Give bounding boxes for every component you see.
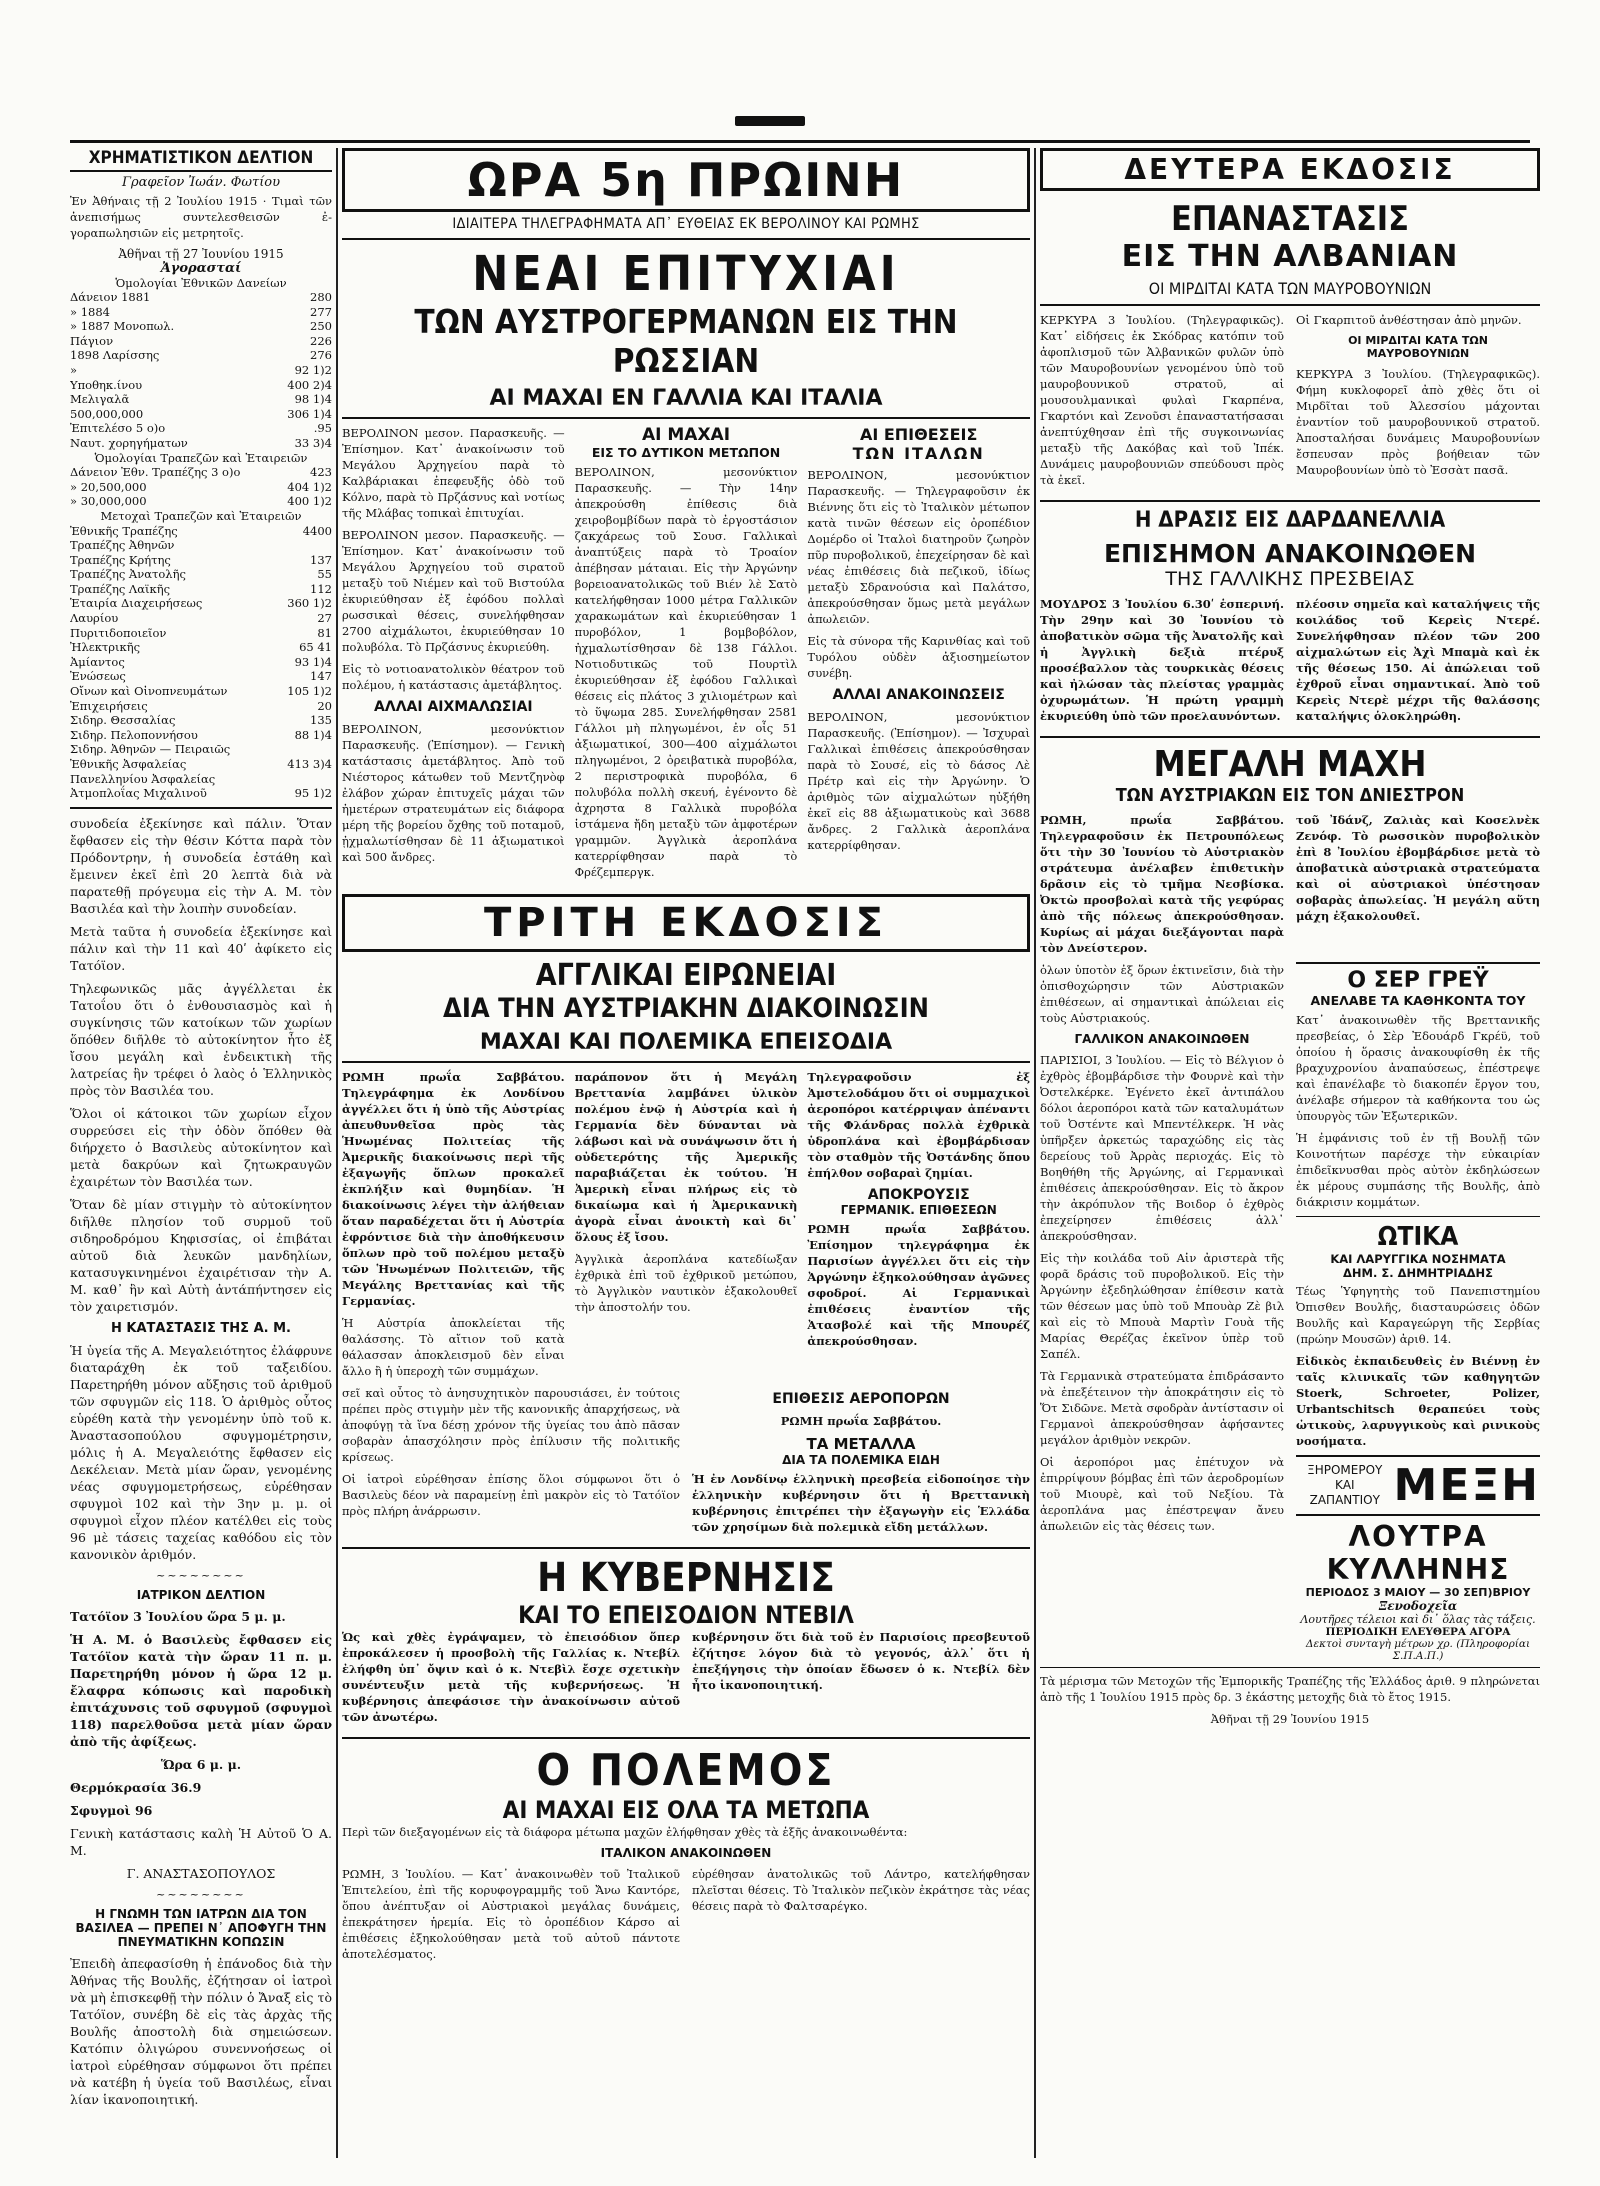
- section-heading: ΑΛΛΑΙ ΑΙΧΜΑΛΩΣΙΑΙ: [374, 699, 533, 715]
- article-paragraph: ΡΩΜΗ, 3 Ἰουλίου. — Κατ᾽ ἀνακοινωθὲν τοῦ Ἰταλικοῦ Ἐπιτελείου, ἐπὶ τῆς κορυφογραμμῆς τοῦ Ἄνω Καντόρε, ὅπου ἀνέπτυξαν οἱ Αὐστριακοὶ μεγάλας δυνάμεις, ἐπεκράτησεν ἡρεμία. Εἰς τὸ ὀροπέδιον Κάρσο αἱ ἐπιθέσεις ἐξηκολούθησαν μετὰ τοῦ αὐτοῦ πάντοτε ἀποτελέσματος.: [342, 1867, 680, 1961]
- stock-office: Γραφεῖον Ἰωάν. Φωτίου: [121, 175, 281, 190]
- section-heading: ΑΙ ΕΠΙΘΕΣΕΙΣ: [859, 425, 978, 444]
- stock-bulletin-title: ΧΡΗΜΑΤΙΣΤΙΚΟΝ ΔΕΛΤΙΟΝ: [70, 148, 332, 172]
- section-heading: Η ΚΑΤΑΣΤΑΣΙΣ ΤΗΣ Α. Μ.: [111, 1320, 291, 1336]
- section-heading: ΙΤΑΛΙΚΟΝ ΑΝΑΚΟΙΝΩΘΕΝ: [600, 1846, 772, 1860]
- column-divider: [1034, 148, 1036, 2158]
- table-row: Ἀμίαντος 93 1)4: [70, 654, 332, 669]
- edition-headline: ΩΡΑ 5η ΠΡΩΙΝΗ: [342, 148, 1030, 212]
- bank-notice: Τὰ μέρισμα τῶν Μετοχῶν τῆς Ἐμπορικῆς Τραπέζης τῆς Ἑλλάδος ἀριθ. 9 πληρώνεται ἀπὸ τῆς 1 Ἰουλίου 1915 πρὸς δρ. 3 ἐκάστης μετοχῆς διὰ τὸ ἔτος 1915.: [1040, 1674, 1540, 1704]
- column-stock-exchange: [70, 148, 332, 2158]
- table-row: Πυριτιδοποιεῖον 81: [70, 625, 332, 640]
- section-subheading: ΔΙΑ ΤΑ ΠΟΛΕΜΙΚΑ ΕΙΔΗ: [782, 1453, 940, 1467]
- article-paragraph: ΚΕΡΚΥΡΑ 3 Ἰουλίου. (Τηλεγραφικῶς). Φήμη κυκλοφορεῖ ἀπὸ χθὲς ὅτι οἱ Μιρδῖται τοῦ Ἀλεσσίου μάχονται ἐναντίον τοῦ μαυροβουνικοῦ στρατοῦ. Ἀποσταλήσαι δυνάμεις Μαυροβουνίων ἔσπευσαν πρὸς βοήθειαν τῶν Μαυροβουνίων ὑπὸ τὸ Ἐσσὰτ πασᾶ.: [1296, 367, 1540, 477]
- stock-market: Ἀγορασταί: [160, 261, 242, 276]
- table-row: Μετοχαὶ Τραπεζῶν καὶ Ἑταιρειῶν: [100, 508, 302, 523]
- section-heading: ΑΠΟΚΡΟΥΣΙΣ: [867, 1187, 970, 1203]
- table-row: Τραπέζης Κρήτης 137: [70, 552, 332, 567]
- subheadline: ΜΑΧΑΙ ΚΑΙ ΠΟΛΕΜΙΚΑ ΕΠΕΙΣΟΔΙΑ: [479, 1030, 893, 1055]
- table-row: » 92 1)2: [70, 362, 332, 377]
- article-paragraph: Ἡ ὑγεία τῆς Α. Μεγαλειότητος ἐλάφρυνε διαταράχθη ἐκ τοῦ ταξειδίου. Παρετηρήθη μόνον αὔξησις τοῦ ἀριθμοῦ τῶν σφυγμῶν εἰς 118. Ὁ ἀριθμὸς οὗτος εὑρέθη κατὰ τὴν γενομένην ὑπὸ τοῦ κ. Ἀναστασοπούλου σφυγμομέτρησιν, μόλις ἡ Α. Μεγαλειότης ἔφθασεν εἰς Δεκέλειαν. Μετὰ μίαν ὥραν, γενομένης νέας σφυγμομετρήσεως, εὑρέθησαν σφυγμοὶ 102 καὶ τὴν 3ην μ. μ. οἱ σφυγμοὶ εἶχον πλέον κατέλθει εἰς τοὺς 96 μὲ τάσεις ταχείας καθόδου εἰς τὸν κανονικὸν ἀριθμόν.: [70, 1342, 332, 1562]
- bulletin-line: Θερμόκρασία 36.9: [70, 1779, 202, 1795]
- ad-text: Λουτῆρες τέλειοι καὶ δι᾽ ὅλας τὰς τάξεις.: [1300, 1613, 1536, 1626]
- news-column: [575, 425, 798, 886]
- table-row: Ἐπιχειρήσεις 20: [70, 698, 332, 713]
- article-paragraph: Εἰς τὸ νοτιοανατολικὸν θέατρον τοῦ πολέμου, ἡ κατάστασις ἀμετάβλητος.: [342, 662, 565, 692]
- article-paragraph: ΒΕΡΟΛΙΝΟΝ μεσον. Παρασκευῆς. — Ἐπίσημον. Κατ᾽ ἀνακοίνωσιν τοῦ Μεγάλου Ἀρχηγείου τοῦ σιρατοῦ μεταξὺ τοῦ Νιέμεν καὶ τοῦ Βιστούλα ἐκυριεύθησαν ἐξ ἐφόδου πολλαὶ ρωσσικαὶ θέσεις, συνελήφθησαν 2700 αἰχμάλωτοι, ἐκυριεύθησαν 10 πολυβόλα. Τὸ Πρζάσνυς ἐκυριεύθη.: [342, 528, 565, 654]
- article-paragraph: ΜΟΥΔΡΟΣ 3 Ἰουλίου 6.30ʹ ἑσπερινή. Τὴν 29ην καὶ 30 Ἰουνίου τὸ ἀποβατικὸν σῶμα τῆς Ἀνατολῆς καὶ ἡ Ἀγγλικὴ δεξιὰ πτέρυξ προσέβαλλον τὰς τουρκικὰς θέσεις καὶ ἠλώσαν τὰς πλείστας γραμμὰς ὀχυρωμάτων. Ἡ πρώτη γραμμὴ ἐκυριεύθη ὑπὸ τῶν προελαυνόντων.: [1040, 597, 1284, 723]
- news-column: [342, 1385, 680, 1541]
- table-row: Ἠλεκτρικῆς 65 41: [70, 640, 332, 655]
- edition-subtitle: ΙΔΙΑΙΤΕΡΑ ΤΗΛΕΓΡΑΦΗΜΑΤΑ ΑΠ᾽ ΕΥΘΕΙΑΣ ΕΚ ΒΕΡΟΛΙΝΟΥ ΚΑΙ ΡΩΜΗΣ: [452, 216, 920, 232]
- table-row: Πάγιον 226: [70, 333, 332, 348]
- table-row: Τραπέζης Λαϊκῆς 112: [70, 581, 332, 596]
- divider: [1040, 500, 1540, 502]
- news-column: [575, 1069, 798, 1385]
- headline: ΑΓΓΛΙΚΑΙ ΕΙΡΩΝΕΙΑΙ: [535, 958, 837, 993]
- article-paragraph: Ἀγγλικὰ ἀεροπλάνα κατεδίωξαν ἐχθρικὰ ἐπὶ τοῦ ἐχθρικοῦ μετώπου, τὸ Ἀγγλικὸν ναυτικὸν ἐξακολουθεῖ τὴν ἀποστολήν του.: [574, 1252, 798, 1314]
- ad-subheading: ΚΑΙ ΛΑΡΥΓΓΙΚΑ ΝΟΣΗΜΑΤΑ: [1330, 1252, 1506, 1266]
- table-row: » 1887 Μονοπωλ. 250: [70, 319, 332, 334]
- table-row: Ἐθνικῆς Τραπέζης 4400: [70, 523, 332, 538]
- table-row: Πανελληνίου Ἀσφαλείας: [70, 771, 216, 786]
- news-column: [1296, 596, 1540, 730]
- ad-period: ΠΕΡΙΟΔΟΣ 3 ΜΑΙΟΥ — 30 ΣΕΠ)ΒΡΙΟΥ: [1305, 1586, 1531, 1599]
- stock-date: Ἀθῆναι τῇ 27 Ἰουνίου 1915: [118, 247, 284, 261]
- article-paragraph: Εἰς τὴν κοιλάδα τοῦ Αἰν ἀριστερὰ τῆς φορᾶ δράσις τοῦ πυροβολικοῦ. Εἰς τὴν Ἀργώνην ἐξεδηλώθησαν ἐπίθεσιν κατὰ τῶν θέσεων μας ὑπὸ τοῦ Μπουὰρ Ζὲ βιλ καὶ εἰς τὸ Μπουὰ Μαρτὶν Γουὰ τῆς Μαρίας Θερέζας ἐκεῖνον ὑπὲρ τοῦ Σαπέλ.: [1040, 1251, 1284, 1361]
- ad-text: ΠΕΡΙΟΔΙΚΗ ΕΛΕΥΘΕΡΑ ΑΓΟΡΑ: [1325, 1626, 1511, 1638]
- stock-table: [70, 290, 332, 801]
- divider: [342, 1547, 1030, 1549]
- table-row: Ἐθνικῆς Ἀσφαλείας 413 3)4: [70, 757, 332, 771]
- headline: ΕΠΙΣΗΜΟΝ ΑΝΑΚΟΙΝΩΘΕΝ: [1103, 539, 1477, 568]
- bulletin-line: Γενικὴ κατάστασις καλὴ Ἡ Αὐτοῦ Ὁ Α. Μ.: [70, 1825, 332, 1858]
- article-paragraph: Ἡ ἐμφάνισις τοῦ ἐν τῇ Βουλῇ τῶν Κοινοτήτων παρέσχε τὴν εὐκαιρίαν ἐπιδεῖκνυσθαι πρὸς αὐτὸν ἐκδηλώσεων ἐκ μέρους συμπάσης τῆς Βουλῆς, ἀπὸ διάκρισιν κομμάτων.: [1296, 1131, 1540, 1209]
- table-row: Τραπέζης Ἀθηνῶν: [70, 538, 175, 553]
- wine-ad-regions: ΞΗΡΟΜΕΡΟΥ ΚΑΙ ΖΑΠΑΝΤΙΟΥ: [1307, 1463, 1383, 1507]
- news-column: [1040, 812, 1284, 962]
- divider-ornament: ~~~~~~~~: [156, 1568, 246, 1582]
- article-paragraph: ΒΕΡΟΛΙΝΟΝ, μεσονύκτιον Παρασκευῆς. (Ἐπίσημον). — Γενικὴ κατάστασις ἀμετάβλητος. Ἀπὸ τοῦ Νιέστορος κάτωθεν τοῦ Μεντζηνὸφ ἐλάβον χώραν ἐπιτυχεῖς μάχαι τῶν ἡμετέρων στρατευμάτων εἰς διάφορα μέρη τῆς βορείου ὄχθης τοῦ ποταμοῦ, ᾐχμαλωτίσθησαν δὲ 11 ἀξιωματικοὶ καὶ 500 ἄνδρες.: [342, 722, 565, 864]
- divider-ornament: ~~~~~~~~: [156, 1887, 246, 1901]
- bulletin-signature: Γ. ΑΝΑΣΤΑΣΟΠΟΥΛΟΣ: [126, 1865, 276, 1881]
- ad-doctor-name: ΔΗΜ. Σ. ΔΗΜΗΤΡΙΑΔΗΣ: [1343, 1266, 1493, 1280]
- table-row: 1898 Λαρίσσης 276: [70, 348, 332, 363]
- headline: ΜΕΓΑΛΗ ΜΑΧΗ: [1153, 744, 1427, 785]
- article-paragraph: Περὶ τῶν διεξαγομένων εἰς τὰ διάφορα μέτωπα μαχῶν ἐλήφθησαν χθὲς τὰ ἑξῆς ἀνακοινωθέντα:: [342, 1825, 908, 1839]
- section-heading: Ο ΣΕΡ ΓΡΕΫ: [1296, 962, 1540, 993]
- section-subheading: ΓΕΡΜΑΝΙΚ. ΕΠΙΘΕΣΕΩΝ: [840, 1203, 997, 1217]
- article-paragraph: ΒΕΡΟΛΙΝΟΝ μεσον. Παρασκευῆς. — Ἐπίσημον. Κατ᾽ ἀνακοίνωσιν τοῦ Μεγάλου Ἀρχηγείου παρὰ τὸ Καλβάριακαι ἐπεφευξῆς ὁδὸ τοῦ Κόλνο, παρὰ τὸ Πρζάσνυς καὶ νοτίως τῆς Μλάβας τοπικαὶ ἐπιτυχίαι.: [342, 426, 565, 520]
- column-divider: [336, 148, 338, 2158]
- table-row: Τραπέζης Ἀνατολῆς 55: [70, 567, 332, 582]
- column-main-news: [342, 148, 1030, 2158]
- article-paragraph: ΒΕΡΟΛΙΝΟΝ, μεσονύκτιον Παρασκευῆς. (Ἐπίσημον). — Ἰσχυραὶ Γαλλικαὶ ἐπιθέσεις ἀπεκρούσθησαν παρὰ τὸ Σουσέ, εἰς τὸ δάσος Λὲ Πρέτρ καὶ εἰς τὴν Ἀργώνην. Ὁ ἀριθμὸς τῶν αἰχμαλώτων ηὐξήθη ἐκεῖ εἰς 88 ἀξιωματικοὺς καὶ 3688 ἄνδρες. 2 Γαλλικὰ ἀεροπλάνα κατερρίφθησαν.: [807, 710, 1030, 852]
- wine-ad: [1296, 1455, 1540, 1516]
- ad-text: Τέως Ὑφηγητὴς τοῦ Πανεπιστημίου Ὀπισθεν Βουλῆς, διασταυρώσεις ὁδῶν Βουλῆς καὶ Καραγεώργη τῆς Σερβίας (πρώην Μουσῶν) ἀριθ. 14.: [1296, 1284, 1540, 1346]
- article-paragraph: ὁλων ὑποτὸν ἐξ ὅρων ἐκτινεῖσιν, διὰ τὴν ὁπισθοχώρησιν τῶν Αὐστριακῶν ἐπιθέσεων, αἱ σημαντικαὶ ἀπώλειαι εἰς τοὺς Αὐστριακούς.: [1040, 963, 1284, 1025]
- news-column: [1296, 962, 1540, 1662]
- news-column: [692, 1385, 1030, 1541]
- stock-intro: Ἐν Ἀθήναις τῇ 2 Ἰουλίου 1915 · Τιμαὶ τῶν ἀνεπισήμως συντελεσθεισῶν ἐ-γοραπωλησιῶν εἰς μετρητοῖς.: [70, 194, 332, 240]
- ad-text: Ξενοδοχεῖα: [1378, 1599, 1458, 1613]
- article-paragraph: ΚΕΡΚΥΡΑ 3 Ἰουλίου. (Τηλεγραφικῶς). Κατ᾽ εἰδήσεις ἐκ Σκόδρας κατόπιν τοῦ ἀφοπλισμοῦ τῶν Ἀλβανικῶν φυλῶν ὑπὸ τῶν Μαυροβουνίων γενομένου ὑπὸ τοῦ μαυροβουνικοῦ στρατοῦ, αἱ μουσουλμανικαὶ φυλαὶ Γκαρπένα, Γκαρτόνι καὶ Ζενοῦσι ἐπαναστατήσασαι ἀνεπτύχθησαν ἐπὶ τῆς συγκοινωνίας μεταξὺ τῆς Δακόβας καὶ τοῦ Ἰπέκ. Δυνάμεις μαυροβουνιῶν σπεύδουσι πρὸς τὰ ἐκεῖ.: [1040, 313, 1284, 487]
- section-heading: ΙΑΤΡΙΚΟΝ ΔΕΛΤΙΟΝ: [136, 1587, 266, 1602]
- bank-notice-date: Ἀθῆναι τῇ 29 Ἰουνίου 1915: [1210, 1712, 1370, 1726]
- table-row: Σιδηρ. Ἀθηνῶν — Πειραιῶς: [70, 742, 231, 757]
- article-paragraph: ΒΕΡΟΛΙΝΟΝ, μεσονύκτιον Παρασκευῆς. — Τηλεγραφοῦσιν ἐκ Βιέννης ὅτι εἰς τὸ Ἰταλικὸν μέτωπον κατὰ τινῶν θέσεων εἰς ὀροπέδιον Δομέρδο οἱ Ἰταλοὶ διατηροῦν ζωηρὸν πῦρ πυροβολικοῦ, ἐπεχείρησαν δὲ καὶ νέας ἐπιθέσεις διὰ πεζικοῦ, ἰδίως μεταξὺ Σδρανούσια καὶ Παλάτσο, ἀπεκρούσθησαν ὅμως μετὰ μεγάλων ἀπωλειῶν.: [807, 468, 1030, 626]
- news-columns: [342, 1866, 1030, 1968]
- section-heading: ΟΙ ΜΙΡΔΙΤΑΙ ΚΑΤΑ ΤΩΝ ΜΑΥΡΟΒΟΥΝΙΩΝ: [1348, 334, 1488, 360]
- article-paragraph: ΠΑΡΙΣΙΟΙ, 3 Ἰουλίου. — Εἰς τὸ Βέλγιον ὁ ἐχθρὸς ἐβομβάρδισε τὴν Φουρνὲ καὶ τὴν Ὀστελκέρκε. Ἐγένετο ἐκεῖ ἀντιπάλου δόλοι ἀεροπόροι κατὰ τῶν καταλυμάτων τοῦ Ὀστέντε καὶ Μπεντέλκερκ. Ἡ νὰς ὑπῆρξεν ἀρκετώς ταραχώδης εἰς τὰς δερείους τοῦ Ἀρρὰς περιοχάς. Εἰς τὸ Βοηθήθη τῆς Ἀργώνης, αἱ Γερμανικαὶ ἐπιθέσεις ἀπεκρούσθησαν. Εἰς τὸ ἄκρον τὴν ἀκρόπυλον τῆς Βοιδορ ὁ ἐχθρὸς ἐπεχείρησεν ἐπιθέσεις ἀλλ᾽ ἀπεκρούσθησαν.: [1040, 1053, 1284, 1243]
- article-paragraph: παράπονον ὅτι ἡ Μεγάλη Βρεττανία λαμβάνει ὑλικὸν πολέμου ἐνῷ ἡ Αὐστρία καὶ ἡ Γερμανία δὲν δύνανται νὰ λάβωσι καὶ νὰ συνάψωσιν ὅτι ἡ οὐδετερότης τῆς Ἀμερικῆς παραβιάζεται ἐκ τούτου. Ἡ Ἀμερικὴ εἶναι πλήρως εἰς τὸ δικαίωμα καὶ ἡ Ἀμερικανικὴ ἀγορὰ εἶναι ἀνοικτὴ καὶ δι᾽ ὅλους ἐξ ἴσου.: [574, 1070, 798, 1244]
- article-paragraph: Ὅλοι οἱ κάτοικοι τῶν χωρίων εἶχον συρρεύσει εἰς τὴν ὁδὸν ὅπόθεν θὰ διήρχετο ὁ Βασιλεὺς αὐτοκίνητον καὶ μετὰ δακρύων καὶ ζητωκραυγῶν ἐχαιρέτων τὸν Βασιλέα των.: [70, 1105, 332, 1189]
- table-row: Σιδηρ. Πελοποννήσου 88 1)4: [70, 727, 332, 742]
- table-row: Οἴνων καὶ Οἰνοπνευμάτων 105 1)2: [70, 684, 332, 699]
- table-row: Ἑταιρία Διαχειρήσεως 360 1)2: [70, 596, 332, 611]
- table-row: Δάνειον 1881 280: [70, 290, 332, 304]
- article-paragraph: Τηλεφωνικῶς μᾶς ἀγγέλλεται ἐκ Τατοΐου ὅτι ὁ ἐνθουσιασμὸς καὶ ἡ συγκίνησις τῶν κατοίκων τῶν χωρίων ὅπόθεν διῆλθε τὸ αὐτοκίνητον ἦτο ἐξ ἴσου μεγάλη καὶ ἐνδεικτικὴ τῆς λατρείας ἣν τρέφει ὁ λαὸς ὁ Ἑλληνικὸς πρὸς τὸν Βασιλέα του.: [70, 980, 332, 1098]
- article-paragraph: κυβέρνησιν ὅτι διὰ τοῦ ἐν Παρισίοις πρεσβευτοῦ ἐζήτησε λόγον διὰ τὸ γεγονός, ἀλλ᾽ ὅτι ἡ ἐπεξήγησις τὴν ὁποίαν ἔδωσεν ὁ κ. Ντεβίλ δὲν ἦτο ἱκανοποιητική.: [692, 1630, 1030, 1692]
- table-row: Ὁμολογίαι Τραπεζῶν καὶ Ἑταιρειῶν: [94, 450, 308, 465]
- news-columns: [1040, 596, 1540, 730]
- news-column: [342, 1069, 565, 1385]
- divider: [1040, 304, 1540, 306]
- bulletin-line: Ὥρα 6 μ. μ.: [160, 1756, 242, 1772]
- news-column: [1040, 962, 1284, 1662]
- article-paragraph: Ἡ Α. Μ. ὁ Βασιλεὺς ἔφθασεν εἰς Τατόϊον κατὰ τὴν ὥραν 11 π. μ. Παρετηρήθη μόνον ἡ ὥρα 12 μ. ἔλαφρα κόπωσις καὶ παροδικὴ ἐπιτάχυνσις τοῦ σφυγμοῦ (σφυγμοὶ 118) παρελθοῦσα μετὰ μίαν ὥραν ἀπὸ τῆς ἀφίξεως.: [70, 1631, 332, 1749]
- table-row: » 1884 277: [70, 304, 332, 319]
- table-row: Υποθηκ.ίνου 400 2)4: [70, 377, 332, 392]
- section-heading: ΑΛΛΑΙ ΑΝΑΚΟΙΝΩΣΕΙΣ: [832, 687, 1005, 703]
- article-paragraph: ΒΕΡΟΛΙΝΟΝ, μεσονύκτιον Παρασκευῆς. — Τὴν 14ην ἀπεκρούσθη ἐπίθεσις διὰ χειροβομβίδων παρὰ τὸ ἐργοστάσιον ζακχάρεως τοῦ Σουσ. Γαλλικαὶ ἀναπτύξεις παρὰ τὸ Τροαίον ἀπέβησαν μάταιαι. Εἰς τὴν Ἀργώνην βορειοανατολικῶς τοῦ Βιέν λὲ Σατὸ κατελήφθησαν 1000 μέτρα Γαλλικῶν χαρακωμάτων καὶ ἐκυριεύθησαν 1 πυροβόλον, 1 βομβοβόλον, ἠχμαλωτίσθησαν δὲ 138 Γάλλοι. Νοτιοδυτικῶς τοῦ Πουρτὶλ ἐκυριεύθησαν ἐξ ἐφόδου Γαλλικαὶ θέσεις εἰς πλάτος 3 χιλιομέτρων καὶ τὸ ὕψωμα 285. Συνελήφθησαν 2581 Γάλλοι μὴ πληγωμένοι, ἐν οἷς 51 ἀξιωματικοί, 300—400 αἰχμάλωτοι πληγωμένοι, 2 ὀρειβατικὰ πυροβόλα, 2 περιστροφικὰ πυροβόλα, 6 πολυβόλα πολλὴ σκευή, ἐγένοντο δὲ ἀχρηστα 8 Γαλλικὰ πυροβόλα ἱστάμενα ἤδη μεταξὺ τῶν ἀμφοτέρων γραμμῶν. Ἀγγλικὰ ἀεροπλάνα κατερρίφθησαν παρὰ τὸ Φρέζεμπεργκ.: [574, 465, 798, 879]
- divider: [70, 807, 332, 809]
- table-row: Ναυτ. χορηγήματων 33 3)4: [70, 435, 332, 450]
- headline: ΤΩΝ ΑΥΣΤΡΟΓΕΡΜΑΝΩΝ ΕΙΣ ΤΗΝ ΡΩΣΣΙΑΝ: [414, 302, 958, 380]
- divider: [1040, 736, 1540, 738]
- section-subheading: ΑΝΕΛΑΒΕ ΤΑ ΚΑΘΗΚΟΝΤΑ ΤΟΥ: [1310, 993, 1526, 1008]
- table-row: Λαυρίου 27: [70, 611, 332, 626]
- article-paragraph: Ὅταν δὲ μίαν στιγμὴν τὸ αὐτοκίνητον διῆλθε πλησίον τοῦ συρμοῦ τοῦ σιδηροδρόμου Κηφισσίας, οἱ ἐπιβάται αὐτοῦ διὰ λευκῶν μανδηλίων, κατασυγκινημένοι ἐχαιρέτισαν τὴν Α. Μ. καθ᾽ ἣν καὶ Αὐτὴ ἀντάπήντησεν εἰς τὸν χαιρετισμόν.: [70, 1196, 332, 1314]
- table-row: 500,000,000 306 1)4: [70, 406, 332, 421]
- edition-headline: ΤΡΙΤΗ ΕΚΔΟΣΙΣ: [342, 894, 1030, 952]
- article-paragraph: εὑρέθησαν ἀνατολικῶς τοῦ Λάντρο, κατελήφθησαν πλεῖσται θέσεις. Τὸ Ἰταλικὸν πεζικὸν ἐκράτησε τὰς νέας θέσεις παρὰ τὸ Φαλτσαρέγκο.: [692, 1867, 1030, 1913]
- article-paragraph: Κατ᾽ ἀνακοινωθὲν τῆς Βρεττανικῆς πρεσβείας, ὁ Σὲρ Ἐδουάρδ Γκρέϋ, τοῦ ὁποίου ἡ ὅρασις ἀνακουφίσθη ἐκ τῆς βραχυχρονίου ἀναπαύσεως, ἐπέστρεψε καὶ ἐπανέλαβε τὸ διακοπέν ἔργον του, ἀνέλαβε σήμερον τὰ καθήκοντα του ὡς ὑπουργὸς τῶν Ἐξωτερικῶν.: [1296, 1013, 1540, 1123]
- news-columns: [1040, 962, 1540, 1662]
- divider: [342, 238, 1030, 240]
- headline: Η ΚΥΒΕΡΝΗΣΙΣ: [537, 1555, 835, 1601]
- news-column: [342, 1629, 680, 1731]
- article-paragraph: Ἡ ἐν Λονδίνῳ ἑλληνικὴ πρεσβεία εἰδοποίησε τὴν ἑλληνικὴν κυβέρνησιν ὅτι ἡ Βρεττανικὴ κυβέρνησις ἐπιτρέπει τὴν ἐξαγωγὴν εἰς Ἑλλάδα τῶν χρησίμων διὰ πολεμικὰ εἴδη μετάλλων.: [692, 1472, 1030, 1534]
- news-columns: [342, 1069, 1030, 1385]
- table-row: » 20,500,000 404 1)2: [70, 479, 332, 494]
- edition-headline: ΔΕΥΤΕΡΑ ΕΚΔΟΣΙΣ: [1040, 148, 1540, 191]
- article-paragraph: συνοδεία ἐξεκίνησε καὶ πάλιν. Ὅταν ἔφθασεν εἰς τὴν θέσιν Κόττα παρὰ τὸν Πρόδοντρην, ἡ συνοδεία ἐστάθη καὶ ἔμεινεν ἐκεῖ ἐπὶ 20 λεπτὰ διὰ νὰ παρατεθῇ πρόγευμα εἰς τὴν Α. Μ. τὸν Βασιλέα καὶ τὴν λοιπὴν συνοδείαν.: [70, 815, 332, 916]
- news-column: [807, 1069, 1030, 1385]
- article-paragraph: Οἱ Γκαρπιτοῦ ἀνθέστησαν ἀπὸ μηνῶν.: [1296, 313, 1522, 327]
- ad-heading: ΚΥΛΛΗΝΗΣ: [1326, 1553, 1510, 1586]
- wine-ad-brand: ΜΕΞΗ: [1393, 1460, 1540, 1511]
- news-column: [1296, 812, 1540, 962]
- table-row: Ἐνώσεως 147: [70, 669, 332, 684]
- article-paragraph: Μετὰ ταῦτα ἡ συνοδεία ἐξεκίνησε καὶ πάλιν καὶ τὴν 11 καὶ 40ʹ ἀφίκετο εἰς Τατόϊον.: [70, 923, 332, 973]
- dateline: ΡΩΜΗ πρωΐα Σαββάτου.: [780, 1414, 942, 1428]
- article-paragraph: ΡΩΜΗ, πρωΐα Σαββάτου. Τηλεγραφοῦσιν ἐκ Πετρουπόλεως ὅτι τὴν 30 Ἰουνίου τὸ Αὐστριακὸν στράτευμα ἀνέλαβεν ἐπιθετικὴν δρᾶσιν εἰς τὸ τμῆμα Νεσβίσκα. Ὀκτὼ προσβολαὶ κατὰ τῆς γεφύρας ἀπὸ τῆς πόλεως ἀπεκρούσθησαν. Κυρίως αἱ μάχαι διεξάγονται παρὰ τὸν Δνείστερον.: [1040, 813, 1284, 955]
- article-paragraph: Τατόϊον 3 Ἰουλίου ὥρα 5 μ. μ.: [70, 1608, 286, 1624]
- section-heading: ΕΠΙΘΕΣΙΣ ΑΕΡΟΠΟΡΩΝ: [772, 1391, 950, 1407]
- subheadline: ΚΑΙ ΤΟ ΕΠΕΙΣΟΔΙΟΝ ΝΤΕΒΙΛ: [518, 1601, 854, 1629]
- divider: [342, 417, 1030, 419]
- headline: ΔΙΑ ΤΗΝ ΑΥΣΤΡΙΑΚΗΝ ΔΙΑΚΟΙΝΩΣΙΝ: [443, 993, 929, 1024]
- news-columns: [1040, 812, 1540, 962]
- table-row: Σιδηρ. Θεσσαλίας 135: [70, 713, 332, 728]
- news-column: [342, 1866, 680, 1968]
- article-paragraph: Τὰ Γερμανικὰ στρατεύματα ἐπιδράσαντο νὰ ἐπεξέτεινον τὴν ἀποκράτησιν εἰς τὸ Ὅτ Σιδῶνε. Μετὰ σφοδρὰν ἀντίστασιν οἱ Γερμανοὶ ἀπεκρούσθησαν ἀφήσαντες μεγάλον ἀριθμὸν νεκρῶν.: [1040, 1369, 1284, 1447]
- divider: [342, 1737, 1030, 1739]
- section-subheading: ΤΩΝ ΙΤΑΛΩΝ: [852, 444, 985, 463]
- headline: Η ΔΡΑΣΙΣ ΕΙΣ ΔΑΡΔΑΝΕΛΛΙΑ: [1134, 508, 1446, 533]
- article-paragraph: Ἐπειδὴ ἀπεφασίσθη ἡ ἐπάνοδος διὰ τὴν Ἀθήνας τῆς Βουλῆς, ἐζήτησαν οἱ ἰατροὶ νὰ μὴ ἐπισκεφθῇ τὴν πόλιν ὁ Ἄναξ εἰς τὸ Τατόϊον, συνέβη δὲ εἰς τὰς ἀρχὰς τῆς Βουλῆς ἀποστολὴ διὰ σημειώσεων. Κατόπιν ὀλιγώρου συνεννοήσεως οἱ ἰατροὶ εὑρέθησαν σύμφωνοι ὅτι πρέπει νὰ κατέβη ἡ ὑγεία τοῦ Βασιλέως, εἶναι λίαν ἱκανοποιητική.: [70, 1955, 332, 2107]
- subheadline: ΑΙ ΜΑΧΑΙ ΕΝ ΓΑΛΛΙΑ ΚΑΙ ΙΤΑΛΙΑ: [489, 386, 883, 411]
- subheadline: ΑΙ ΜΑΧΑΙ ΕΙΣ ΟΛΑ ΤΑ ΜΕΤΩΠΑ: [502, 1796, 870, 1824]
- section-heading: Η ΓΝΩΜΗ ΤΩΝ ΙΑΤΡΩΝ ΔΙΑ ΤΟΝ ΒΑΣΙΛΕΑ — ΠΡΕΠΕΙ Ν᾽ ΑΠΟΦΥΓΗ ΤΗΝ ΠΝΕΥΜΑΤΙΚΗΝ ΚΟΠΩΣΙΝ: [75, 1906, 327, 1949]
- ad-text: Εἰδικὸς ἐκπαιδευθεὶς ἐν Βιέννῃ ἐν ταῖς κλινικαῖς τῶν καθηγητῶν Stoerk, Schroeter, Polizer, Urbantschitsch θεραπεύει τοὺς ὠτικοὺς, λαρυγγικοὺς καὶ ρινικοὺς νοσήματα.: [1296, 1354, 1540, 1448]
- article-paragraph: ΡΩΜΗ πρωΐα Σαββάτου. Τηλεγράφημα ἐκ Λονδίνου ἀγγέλλει ὅτι ἡ ὑπὸ τῆς Αὐστρίας ἀπευθυνθεῖσα πρὸς τὰς Ἡνωμένας Πολιτείας τῆς Ἀμερικῆς διακοίνωσις περὶ τῆς ἐξαγωγῆς ὅπλων προκαλεῖ ἐκπλήξιν καὶ θυμηδίαν. Ἡ διακοίνωσις λέγει τὴν ἀλήθειαν ὅταν παραδέχεται ὅτι ἡ Αὐστρία ἐφρόντισε διὰ τὴν ἀποθήκευσιν ὅπλων πρὸ τοῦ πολέμου μεταξὺ τῶν Ἡνωμένων Πολιτειῶν, τῆς Μεγάλης Βρεττανίας καὶ τῆς Γερμανίας.: [342, 1070, 565, 1308]
- stock-loans-head: Ὁμολογίαι Ἐθνικῶν Δανείων: [115, 276, 287, 290]
- table-row: » 30,000,000 400 1)2: [70, 494, 332, 509]
- headline: Ο ΠΟΛΕΜΟΣ: [536, 1745, 836, 1796]
- news-columns: [1040, 312, 1540, 494]
- news-column: [692, 1866, 1030, 1968]
- ad-heading: ΩΤΙΚΑ: [1377, 1222, 1459, 1252]
- news-column: [1040, 312, 1284, 494]
- article-paragraph: ΡΩΜΗ πρωΐα Σαββάτου. Ἐπίσημον τηλεγράφημα ἐκ Παρισίων ἀγγέλλει ὅτι εἰς τὴν Ἀργώνην ἐξηκολούθησαν ἀγῶνες σφοδροί. Αἱ Γερμανικαὶ ἐπιθέσεις ἐναντίον τῆς Ἀτασβολέ καὶ τῆς Μπουρέζ ἀπεκρούσθησαν.: [807, 1222, 1030, 1348]
- table-row: Δάνειον Ἐθν. Τραπέζης 3 ο)ο 423: [70, 465, 332, 480]
- divider: [1296, 1216, 1540, 1217]
- section-subheading: ΕΙΣ ΤΟ ΔΥΤΙΚΟΝ ΜΕΤΩΠΟΝ: [591, 445, 781, 460]
- table-row: Ἐπιτελέσο 5 ο)ο .95: [70, 421, 332, 436]
- news-column: [1040, 596, 1284, 730]
- column-second-edition: [1040, 148, 1540, 2158]
- news-column: [692, 1629, 1030, 1731]
- article-paragraph: τοῦ Ἰδάνζ, Ζαλιὰς καὶ Κοσελνὲκ Ζενόφ. Τὸ ρωσσικὸν πυροβολικὸν ἐπὶ 8 Ἰουλίου ἐβομβάρδισε μετὰ τὸ ἀποβατικὰ αὐστριακὰ στρατεύματα καὶ οἱ αὐστριακοὶ ὑπέστησαν σοβαρὰς ἀπωλείας. Ἡ μεγάλη αὕτη μάχη ἐξακολουθεῖ.: [1296, 813, 1540, 923]
- ad-heading: ΛΟΥΤΡΑ: [1348, 1520, 1488, 1553]
- news-column: [342, 425, 565, 886]
- news-columns: [342, 1385, 1030, 1541]
- section-heading: ΑΙ ΜΑΧΑΙ: [641, 425, 731, 445]
- article-paragraph: Ὡς καὶ χθὲς ἐγράψαμεν, τὸ ἐπεισόδιον ὅπερ ἐπροκάλεσεν ἡ προσβολὴ τῆς Γαλλίας κ. Ντεβίλ ἐλήφθη ὑπ᾽ ὄψιν καὶ ὁ κ. Ντεβὶλ ἔσχε σχετικὴν συνέντευξιν μετὰ τῆς κυβερνήσεως. Ἡ κυβέρνησις ἀπεφάσισε τὴν ἀνακοίνωσιν αὐτοῦ τῶν ἀνωτέρω.: [342, 1630, 680, 1724]
- bulletin-line: Σφυγμοὶ 96: [70, 1802, 153, 1818]
- article-paragraph: Ἡ Αὐστρία ἀποκλείεται τῆς θαλάσσης. Τὸ αἴτιον τοῦ κατὰ θάλασσαν ἀποκλεισμοῦ δὲν εἶναι ἄλλο ἢ ἡ ὑπεροχὴ τῶν συμμάχων.: [342, 1316, 565, 1378]
- article-paragraph: Οἱ ἰατροὶ εὑρέθησαν ἐπίσης ὅλοι σύμφωνοι ὅτι ὁ Βασιλεὺς δέον νὰ παραμείνῃ ἐπὶ μακρὸν εἰς τὸ Τατόϊον πρὸς πλήρη ἀνάρρωσιν.: [342, 1472, 680, 1518]
- top-rule: [70, 140, 1530, 143]
- table-row: Ἀτμοπλοΐας Μιχαλινοῦ 95 1)2: [70, 786, 332, 801]
- article-paragraph: Τηλεγραφοῦσιν ἐξ Ἀμστελοδάμου ὅτι οἱ συμμαχικοὶ ἀεροπόροι κατέρριψαν ἀπέναντι τῆς Φλάνδρας πολλὰ ἐχθρικὰ ὑδροπλάνα καὶ ἐβομβάρδισαν τὸν σταθμὸν τῆς Ὀστάνδης ὅπου ἐπήλθον σοβαραὶ ζημίαι.: [807, 1070, 1030, 1180]
- ad-text: Δεκτοὶ συνταγὴ μέτρων χρ. (Πληροφορίαι Σ.Π.Α.Π.): [1305, 1638, 1531, 1662]
- subheadline: ΤΗΣ ΓΑΛΛΙΚΗΣ ΠΡΕΣΒΕΙΑΣ: [1165, 568, 1415, 590]
- headline: ΝΕΑΙ ΕΠΙΤΥΧΙΑΙ: [472, 246, 900, 302]
- article-paragraph: σεῖ καὶ οὗτος τὸ ἀνησυχητικὸν παρουσιάσει, ἐν τούτοις πρέπει πρὸς στιγμὴν μὲν τῆς κανονικῆς ἀπαρχήσεως, νὰ ἀποφύγῃ τὰ ἵνα δέσῃ χρόνον τῆς ὑγείας του ἀπὸ πᾶσαν σοβαρὰν ἀπασχόλησιν πρὸς ἐπίλυσιν τῆς πολιτικῆς κρίσεως.: [342, 1386, 680, 1464]
- news-column: [1296, 312, 1540, 494]
- headline: ΕΙΣ ΤΗΝ ΑΛΒΑΝΙΑΝ: [1121, 239, 1459, 274]
- news-columns: [342, 425, 1030, 886]
- news-column: [807, 425, 1030, 886]
- article-paragraph: πλέοσιν σημεῖα καὶ καταλήψεις τῆς κοιλάδος τοῦ Κερεὶς Ντερέ. Συνελήφθησαν πλέον τῶν 200 αἰχμαλώτων εἰς Ἀχὶ Μπαμὰ καὶ ἐκ τῆς θέσεως 150. Αἱ ἀπώλειαι τοῦ ἐχθροῦ εἶναι σημαντικαί. Ἀπὸ τοῦ Κερεὶς Ντερὲ μέχρι τῆς θαλάσσης καταλήψις ὁλοκληρώθη.: [1296, 597, 1540, 723]
- article-paragraph: Οἱ ἀεροπόροι μας ἐπέτυχον νὰ ἐπιρρίψουν βόμβας ἐπὶ τῶν ἀεροδρομίων τοῦ Μιουρὲ, καὶ τοῦ Νεξίου. Τὰ ἀεροπλάνα μας ἐπέστρεψαν ἄνευ ἀπωλειῶν εἰς τὰς θέσεις των.: [1040, 1455, 1284, 1533]
- subheadline: ΤΩΝ ΑΥΣΤΡΙΑΚΩΝ ΕΙΣ ΤΟΝ ΔΝΙΕΣΤΡΟΝ: [1115, 785, 1465, 806]
- section-heading: ΓΑΛΛΙΚΟΝ ΑΝΑΚΟΙΝΩΘΕΝ: [1074, 1032, 1250, 1046]
- subheadline: ΟΙ ΜΙΡΔΙΤΑΙ ΚΑΤΑ ΤΩΝ ΜΑΥΡΟΒΟΥΝΙΩΝ: [1148, 279, 1432, 298]
- divider: [342, 1061, 1030, 1063]
- article-paragraph: Εἰς τὰ σύνορα τῆς Καρινθίας καὶ τοῦ Τυρόλου οὐδὲν ἀξιοσημείωτον συνέβη.: [807, 634, 1030, 680]
- table-row: Μελιγαλᾶ 98 1)4: [70, 392, 332, 407]
- divider: [1040, 1667, 1540, 1668]
- section-heading: ΤΑ ΜΕΤΑΛΛΑ: [806, 1435, 916, 1453]
- news-columns: [342, 1629, 1030, 1731]
- masthead-ornament: [735, 116, 805, 126]
- headline: ΕΠΑΝΑΣΤΑΣΙΣ: [1170, 199, 1410, 239]
